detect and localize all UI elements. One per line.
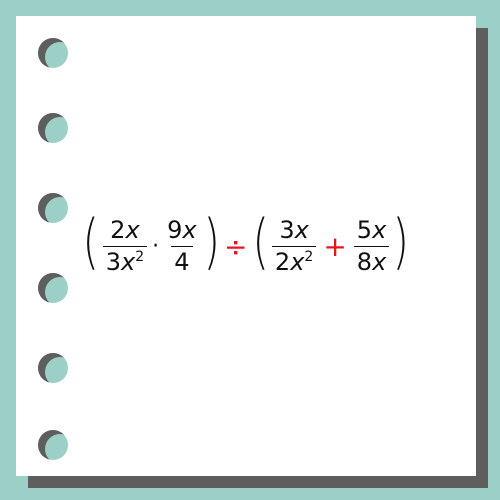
fraction-3x-over-2x2: $\frac{3x}{2x^2}$ [272,217,316,275]
open-paren: ( [252,207,269,277]
fraction-5x-over-8x: $\frac{5x}{8x}$ [354,217,389,275]
math-expression [16,16,476,476]
plus-operator: + [323,229,347,263]
divide-operator: ÷ [224,229,248,263]
multiply-dot: · [152,233,160,259]
expression-row [82,207,410,277]
notebook-paper [16,16,476,476]
fraction-2x-over-3x2: $\frac{2x}{3x^2}$ [103,217,147,275]
close-paren: ) [203,207,220,277]
fraction-9x-over-4: $\frac{9x}{4}$ [167,216,197,276]
open-paren: ( [82,207,100,277]
close-paren: ) [392,207,410,277]
